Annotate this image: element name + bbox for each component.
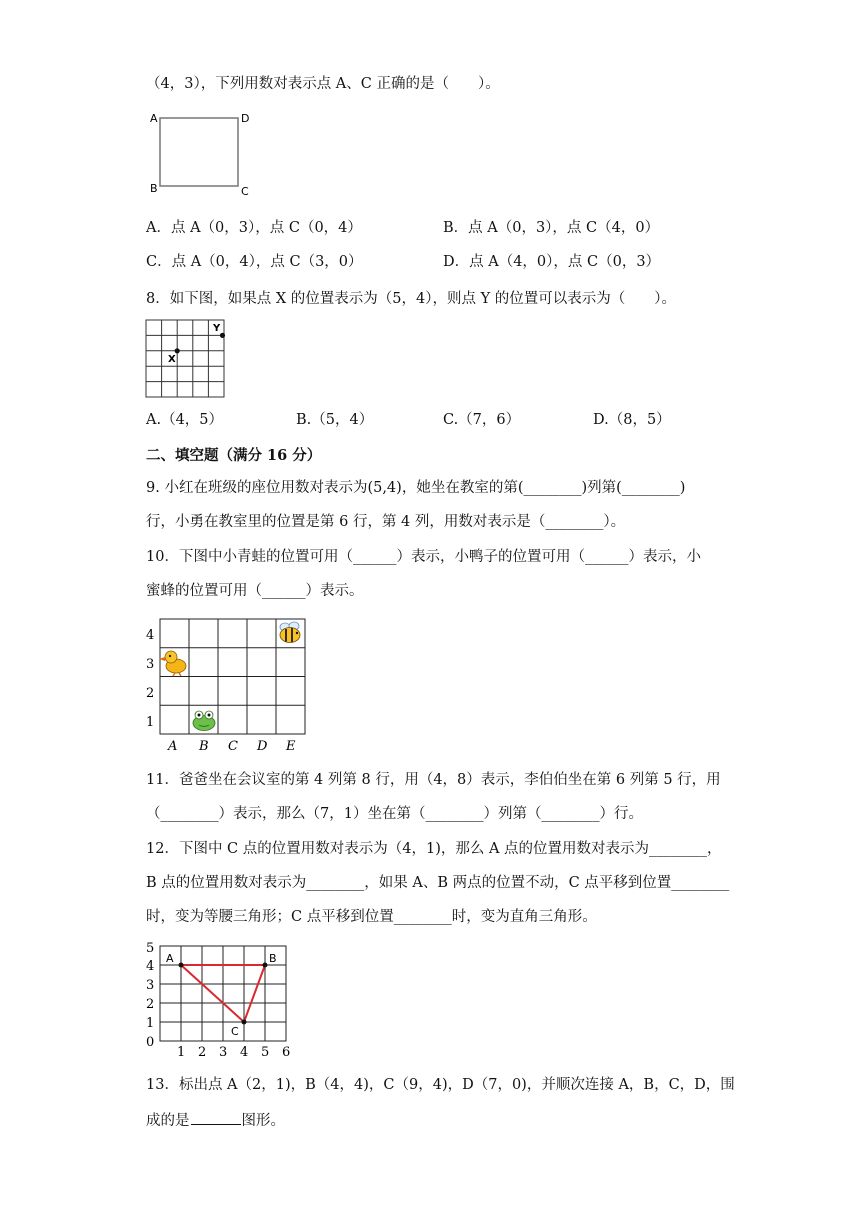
q12-y-label-3: 3 [146, 978, 155, 993]
q12-label-b: B [269, 952, 277, 965]
q7-option-d: D．点 A（4，0），点 C（0，3） [443, 254, 661, 270]
q12-line-2: B 点的位置用数对表示为________，如果 A、B 两点的位置不动，C 点平移到位置________ [146, 875, 730, 891]
q12-x-label-6: 6 [282, 1045, 291, 1060]
q10-grid-figure [140, 612, 315, 756]
q7-option-c: C．点 A（0，4），点 C（3，0） [146, 254, 363, 270]
q8-text: 8．如下图，如果点 X 的位置表示为（5，4），则点 Y 的位置可以表示为（ ）。 [146, 291, 677, 307]
q10-col-label-b: B [199, 739, 209, 754]
q8-point-y [220, 333, 225, 338]
q7-label-c: C [241, 185, 249, 196]
q12-point-a [179, 963, 184, 968]
q11-line-2: （________）表示，那么（7，1）坐在第（________）列第（________）行。 [146, 806, 643, 822]
q9-line-2: 行，小勇在教室里的位置是第 6 行，第 4 列，用数对表示是（________）。 [146, 514, 626, 530]
q13-line-2-prefix: 成的是 [146, 1113, 190, 1129]
q7-label-b: B [150, 182, 158, 195]
frog-icon [193, 711, 215, 731]
q12-y-label-5: 5 [146, 941, 155, 956]
q8-label-x: X [168, 354, 176, 365]
q12-y-label-0: 0 [146, 1035, 155, 1050]
q10-row-label-4: 4 [146, 628, 155, 643]
q12-y-label-1: 1 [146, 1016, 155, 1031]
q12-point-c [242, 1020, 247, 1025]
q12-label-a: A [166, 952, 174, 965]
q13-line-2-suffix: 图形。 [241, 1113, 285, 1129]
q8-grid-figure [144, 318, 228, 398]
q10-row-label-2: 2 [146, 686, 155, 701]
duck-icon [159, 651, 186, 676]
q12-x-label-1: 1 [177, 1045, 186, 1060]
q12-point-b [263, 963, 268, 968]
q7-text: （4，3），下列用数对表示点 A、C 正确的是（ ）。 [146, 76, 500, 92]
q8-option-b: B.（5，4） [296, 412, 374, 428]
section-title: 二、填空题（满分 16 分） [146, 447, 322, 464]
q7-option-a: A．点 A（0，3），点 C（0，4） [146, 220, 362, 236]
q12-coordinate-figure [140, 938, 300, 1060]
q12-label-c: C [231, 1025, 239, 1038]
q7-option-b: B．点 A（0，3），点 C（4，0） [443, 220, 660, 236]
q12-line-3: 时，变为等腰三角形；C 点平移到位置________时，变为直角三角形。 [146, 909, 597, 925]
q8-label-y: Y [213, 323, 221, 334]
q10-col-label-c: C [228, 739, 238, 754]
q10-col-label-e: E [286, 739, 296, 754]
q10-row-label-1: 1 [146, 715, 155, 730]
q7-rectangle-figure [148, 108, 258, 196]
q10-line-1: 10．下图中小青蛙的位置可用（______）表示，小鸭子的位置可用（______）表示，小 [146, 549, 701, 565]
q12-x-label-5: 5 [261, 1045, 270, 1060]
q12-y-label-4: 4 [146, 959, 155, 974]
q10-row-label-3: 3 [146, 657, 155, 672]
q12-x-label-4: 4 [240, 1045, 249, 1060]
bee-icon [280, 622, 300, 643]
q13-answer-blank[interactable] [191, 1109, 241, 1125]
q13-line-1: 13．标出点 A（2，1)，B（4，4)，C（9，4)，D（7，0)，并顺次连接 A，B，C，D，围 [146, 1077, 735, 1093]
q7-label-d: D [241, 112, 250, 125]
q13-line-2 [146, 1109, 285, 1131]
q12-y-label-2: 2 [146, 997, 155, 1012]
q8-option-c: C.（7，6） [443, 412, 521, 428]
q10-col-label-a: A [168, 739, 178, 754]
q10-line-2: 蜜蜂的位置可用（______）表示。 [146, 583, 364, 599]
q12-x-label-2: 2 [198, 1045, 207, 1060]
q12-x-label-3: 3 [219, 1045, 228, 1060]
q7-label-a: A [150, 112, 158, 125]
q9-line-1: 9. 小红在班级的座位用数对表示为(5,4)，她坐在教室的第(________)列第(________) [146, 480, 686, 496]
q8-option-d: D.（8，5） [593, 412, 671, 428]
q8-point-x [175, 348, 180, 353]
q12-line-1: 12．下图中 C 点的位置用数对表示为（4，1)，那么 A 点的位置用数对表示为________， [146, 841, 722, 857]
q8-option-a: A.（4，5） [146, 412, 224, 428]
q11-line-1: 11．爸爸坐在会议室的第 4 列第 8 行，用（4，8）表示，李伯伯坐在第 6 列第 5 行，用 [146, 772, 721, 788]
q10-col-label-d: D [257, 739, 268, 754]
